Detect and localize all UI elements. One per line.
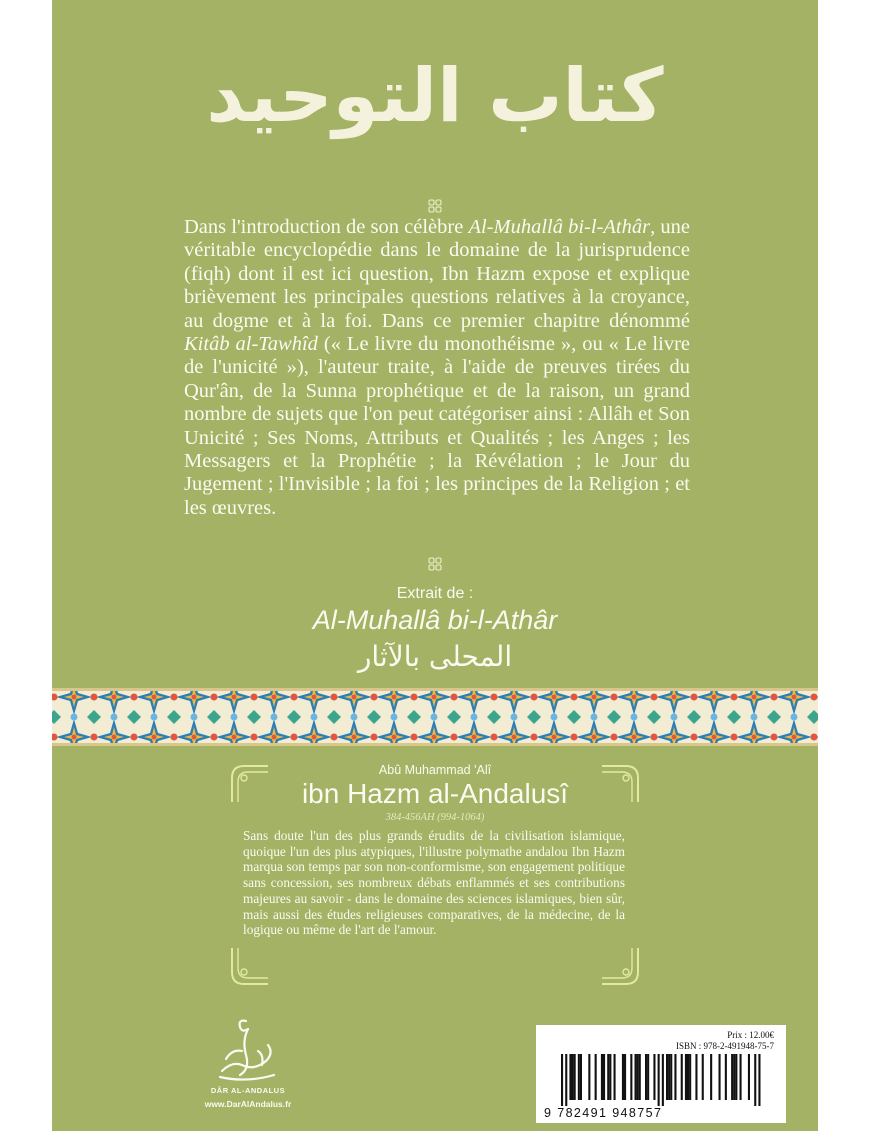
barcode-bar — [574, 1054, 576, 1100]
barcode-bar — [733, 1054, 735, 1100]
barcode-bar — [719, 1054, 721, 1100]
barcode-bar — [748, 1054, 750, 1100]
barcode-bar — [622, 1054, 624, 1100]
barcode-bar — [695, 1054, 697, 1100]
barcode-bar — [607, 1054, 609, 1100]
barcode-bar — [603, 1054, 605, 1100]
barcode-bar — [601, 1054, 603, 1100]
barcode-bar — [668, 1054, 670, 1100]
barcode-bar — [754, 1054, 756, 1106]
publisher-name: DÂR AL-ANDALUS — [210, 1086, 286, 1095]
dar-al-andalus-logo-icon — [202, 1015, 292, 1085]
arabic-book-title: كتاب التوحيد — [206, 53, 664, 139]
barcode-label — [536, 1025, 786, 1123]
quatrefoil-ornament-icon — [427, 198, 443, 214]
barcode-bar — [685, 1054, 687, 1100]
barcode-bar — [689, 1054, 691, 1100]
barcode-bar — [681, 1054, 683, 1100]
barcode-bar — [639, 1054, 641, 1100]
frame-corner-bottom-right-icon — [600, 946, 640, 986]
barcode-bar — [578, 1054, 580, 1100]
barcode-bar — [662, 1054, 664, 1106]
barcode-bar — [658, 1054, 660, 1106]
author-dates: 384-456AH (994-1064) — [385, 812, 485, 823]
frame-corner-bottom-left-icon — [230, 946, 270, 986]
barcode-bar — [687, 1054, 689, 1100]
barcode-bar — [588, 1054, 590, 1100]
author-biography: Sans doute l'un des plus grands érudits de la civilisation islamique, quoique l'un des plus atypiques, l'illustre polymathe andalou Ibn Hazm marqua son temps par son non-conformisme, son engagement politique sans concession, ses nombreux débats enflammés et ses contributions majeures au savoir - dans le domaine des sciences islamiques, bien sûr, mais aussi des études religieuses comparatives, de la médecine, de la logique ou même de l'art de l'amour. — [243, 828, 625, 938]
price-text: Prix : 12.00€ — [727, 1030, 774, 1040]
geometric-pattern-band — [52, 688, 818, 746]
barcode-bar — [645, 1054, 647, 1100]
barcode-bar — [710, 1054, 712, 1100]
author-kunya: Abû Muhammad 'Alî — [378, 763, 492, 777]
barcode-bar — [609, 1054, 611, 1100]
barcode-bar — [572, 1054, 574, 1100]
barcode-bar — [731, 1054, 733, 1100]
barcode-bar — [565, 1054, 567, 1106]
barcode-bar — [624, 1054, 626, 1100]
barcode-bar — [653, 1054, 655, 1100]
isbn-text: ISBN : 978-2-491948-75-7 — [676, 1041, 774, 1051]
barcode-bar — [561, 1054, 563, 1106]
barcode-bar — [635, 1054, 637, 1100]
barcode-bar — [740, 1054, 742, 1100]
barcode-bar — [637, 1054, 639, 1100]
barcode-bar — [670, 1054, 672, 1100]
source-title: Al-Muhallâ bi-l-Athâr — [312, 605, 558, 635]
quatrefoil-ornament-icon — [427, 556, 443, 572]
barcode-bar — [725, 1054, 727, 1100]
source-arabic-title: المحلى بالآثار — [357, 640, 513, 673]
barcode-bar — [569, 1054, 571, 1100]
ean-barcode — [551, 1054, 771, 1106]
barcode-bar — [674, 1054, 676, 1100]
barcode-bar — [614, 1054, 616, 1100]
barcode-bar — [647, 1054, 649, 1100]
barcode-bar — [702, 1054, 704, 1100]
barcode-bar — [666, 1054, 668, 1100]
barcode-bar — [758, 1054, 760, 1106]
book-back-cover — [52, 0, 818, 1131]
author-name: ibn Hazm al-Andalusî — [301, 778, 569, 809]
barcode-bar — [580, 1054, 582, 1100]
publisher-url[interactable]: www.DarAlAndalus.fr — [204, 1099, 292, 1109]
barcode-digits: 9 782491 948757 — [544, 1106, 663, 1120]
extract-label: Extrait de : — [396, 585, 474, 602]
barcode-bar — [595, 1054, 597, 1100]
introduction-text: Dans l'introduction de son célèbre Al-Muhallâ bi-l-Athâr, une véritable encyclopédie dans le domaine de la jurisprudence (fiqh) dont il est ici question, Ibn Hazm expose et explique brièvement les principales questions relatives à la croyance, au dogme et à la foi. Dans ce premier chapitre dénommé Kitâb al-Tawhîd (« Le livre du monothéisme », ou « Le livre de l'unicité »), l'auteur traite, à l'aide de preuves tirées du Qur'ân, de la Sunna prophétique et de la raison, un grand nombre de sujets que l'on peut catégoriser ainsi : Allâh et Son Unicité ; Ses Noms, Attributs et Qualités ; les Anges ; les Messagers et la Prophétie ; la Révélation ; le Jour du Jugement ; l'Invisible ; la foi ; les principes de la Religion ; et les œuvres. — [184, 216, 690, 519]
barcode-bar — [735, 1054, 737, 1100]
barcode-bar — [630, 1054, 632, 1100]
